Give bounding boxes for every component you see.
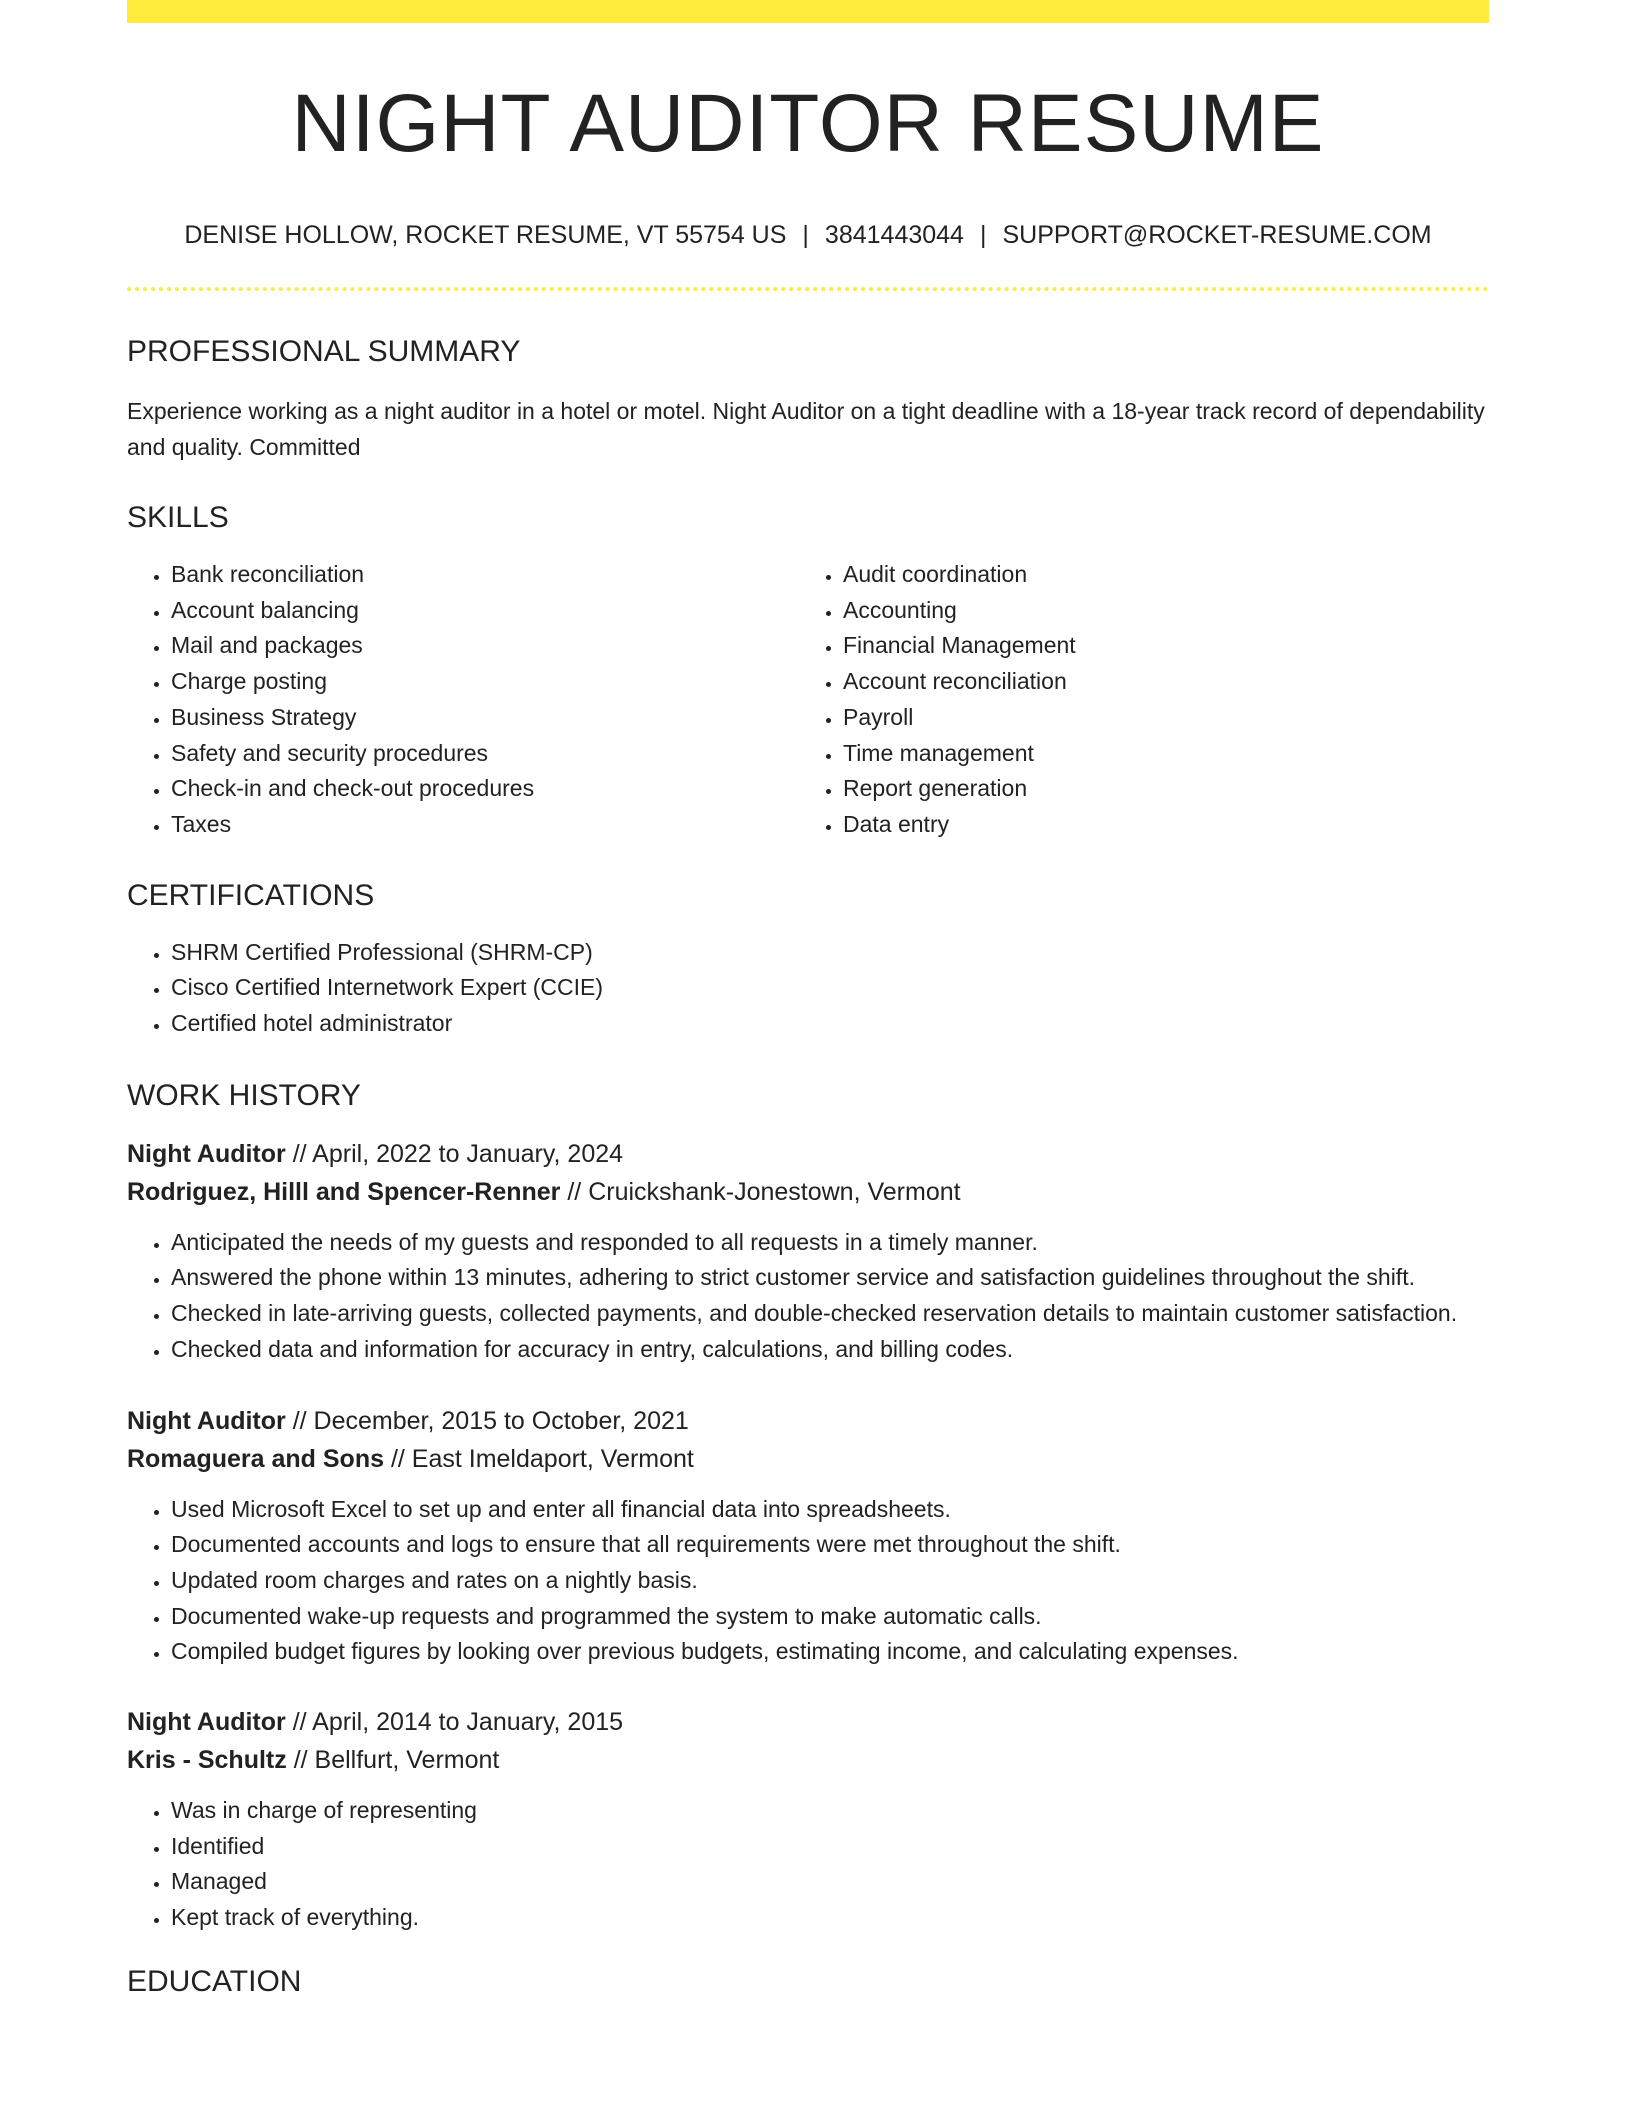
job-title-line [127, 1703, 1489, 1741]
job-bullet: • Used Microsoft Excel to set up and enter all financial data into spreadsheets. [171, 1492, 1489, 1528]
resume-page [127, 0, 1489, 1997]
job-entry [127, 1402, 1489, 1671]
certifications-list [127, 935, 1489, 1042]
work-history-section [127, 1078, 1489, 1936]
job-title: Night Auditor [127, 1708, 286, 1737]
skills-column-right [799, 557, 1471, 843]
contact-separator: | [802, 221, 809, 249]
certifications-section [127, 878, 1489, 1042]
certification-item: • Cisco Certified Internetwork Expert (CCIE) [171, 970, 1489, 1006]
job-title: Night Auditor [127, 1406, 286, 1435]
top-accent-bar [127, 0, 1489, 23]
skills-heading: SKILLS [127, 501, 229, 534]
summary-heading: PROFESSIONAL SUMMARY [127, 335, 521, 368]
work-history-heading: WORK HISTORY [127, 1078, 361, 1112]
job-bullet: • Compiled budget figures by looking over previous budgets, estimating income, and calculating expenses. [171, 1634, 1489, 1670]
skills-section [127, 503, 1489, 843]
job-company-line [127, 1173, 1489, 1211]
job-bullet: • Updated room charges and rates on a nightly basis. [171, 1563, 1489, 1599]
dotted-divider [127, 287, 1489, 291]
job-bullet: • Identified [171, 1829, 1489, 1865]
job-location: // Bellfurt, Vermont [293, 1746, 500, 1775]
job-company: Romaguera and Sons [127, 1444, 384, 1473]
skill-item: • Accounting [843, 593, 1471, 629]
contact-address: DENISE HOLLOW, ROCKET RESUME, VT 55754 US [184, 221, 787, 249]
contact-email[interactable]: SUPPORT@ROCKET-RESUME.COM [1002, 221, 1432, 249]
summary-text: Experience working as a night auditor in a hotel or motel. Night Auditor on a tight deadline with a 18-year track record of dependability and quality. Committed [127, 398, 1485, 460]
education-heading: EDUCATION [127, 1964, 302, 1998]
skill-item: • Check-in and check-out procedures [171, 771, 799, 807]
job-dates: // April, 2022 to January, 2024 [292, 1139, 624, 1168]
skill-item: • Audit coordination [843, 557, 1471, 593]
job-bullets [127, 1793, 1489, 1936]
job-company: Rodriguez, Hilll and Spencer-Renner [127, 1177, 561, 1206]
job-bullet: • Kept track of everything. [171, 1900, 1489, 1936]
skills-grid [127, 557, 1489, 843]
job-dates: // April, 2014 to January, 2015 [292, 1708, 624, 1737]
job-location: // Cruickshank-Jonestown, Vermont [567, 1177, 961, 1206]
job-bullet: • Documented wake-up requests and programmed the system to make automatic calls. [171, 1599, 1489, 1635]
job-dates: // December, 2015 to October, 2021 [292, 1406, 689, 1435]
job-company-line [127, 1440, 1489, 1478]
skills-column-left [127, 557, 799, 843]
job-bullet: • Checked data and information for accuracy in entry, calculations, and billing codes. [171, 1332, 1489, 1368]
skill-item: • Safety and security procedures [171, 736, 799, 772]
job-bullet: • Answered the phone within 13 minutes, adhering to strict customer service and satisfaction guidelines throughout the shift. [171, 1260, 1489, 1296]
job-company-line [127, 1741, 1489, 1779]
job-company: Kris - Schultz [127, 1746, 287, 1775]
job-bullets [127, 1225, 1489, 1368]
job-bullet: • Checked in late-arriving guests, collected payments, and double-checked reservation details to maintain customer satisfaction. [171, 1296, 1489, 1332]
summary-section [127, 337, 1489, 465]
skill-item: • Account balancing [171, 593, 799, 629]
skill-item: • Business Strategy [171, 700, 799, 736]
job-entry [127, 1703, 1489, 1936]
certification-item: • SHRM Certified Professional (SHRM-CP) [171, 935, 1489, 971]
skill-item: • Financial Management [843, 628, 1471, 664]
skill-item: • Charge posting [171, 664, 799, 700]
certification-item: • Certified hotel administrator [171, 1006, 1489, 1042]
contact-line [127, 223, 1489, 248]
skill-item: • Payroll [843, 700, 1471, 736]
job-title-line [127, 1402, 1489, 1440]
job-bullet: • Anticipated the needs of my guests and responded to all requests in a timely manner. [171, 1225, 1489, 1261]
skill-item: • Report generation [843, 771, 1471, 807]
job-bullet: • Managed [171, 1864, 1489, 1900]
job-title-line [127, 1135, 1489, 1173]
job-title: Night Auditor [127, 1139, 286, 1168]
skill-item: • Bank reconciliation [171, 557, 799, 593]
skill-item: • Mail and packages [171, 628, 799, 664]
job-bullet: • Was in charge of representing [171, 1793, 1489, 1829]
job-bullet: • Documented accounts and logs to ensure that all requirements were met throughout the shift. [171, 1527, 1489, 1563]
job-location: // East Imeldaport, Vermont [390, 1444, 694, 1473]
resume-title: NIGHT AUDITOR RESUME [291, 78, 1325, 169]
contact-phone[interactable]: 3841443044 [824, 221, 964, 249]
contact-separator: | [979, 221, 987, 249]
skill-item: • Taxes [171, 807, 799, 843]
job-bullets [127, 1492, 1489, 1671]
skill-item: • Data entry [843, 807, 1471, 843]
job-entry [127, 1135, 1489, 1368]
skill-item: • Account reconciliation [843, 664, 1471, 700]
skill-item: • Time management [843, 736, 1471, 772]
education-section [127, 1964, 1489, 1998]
certifications-heading: CERTIFICATIONS [127, 878, 375, 912]
